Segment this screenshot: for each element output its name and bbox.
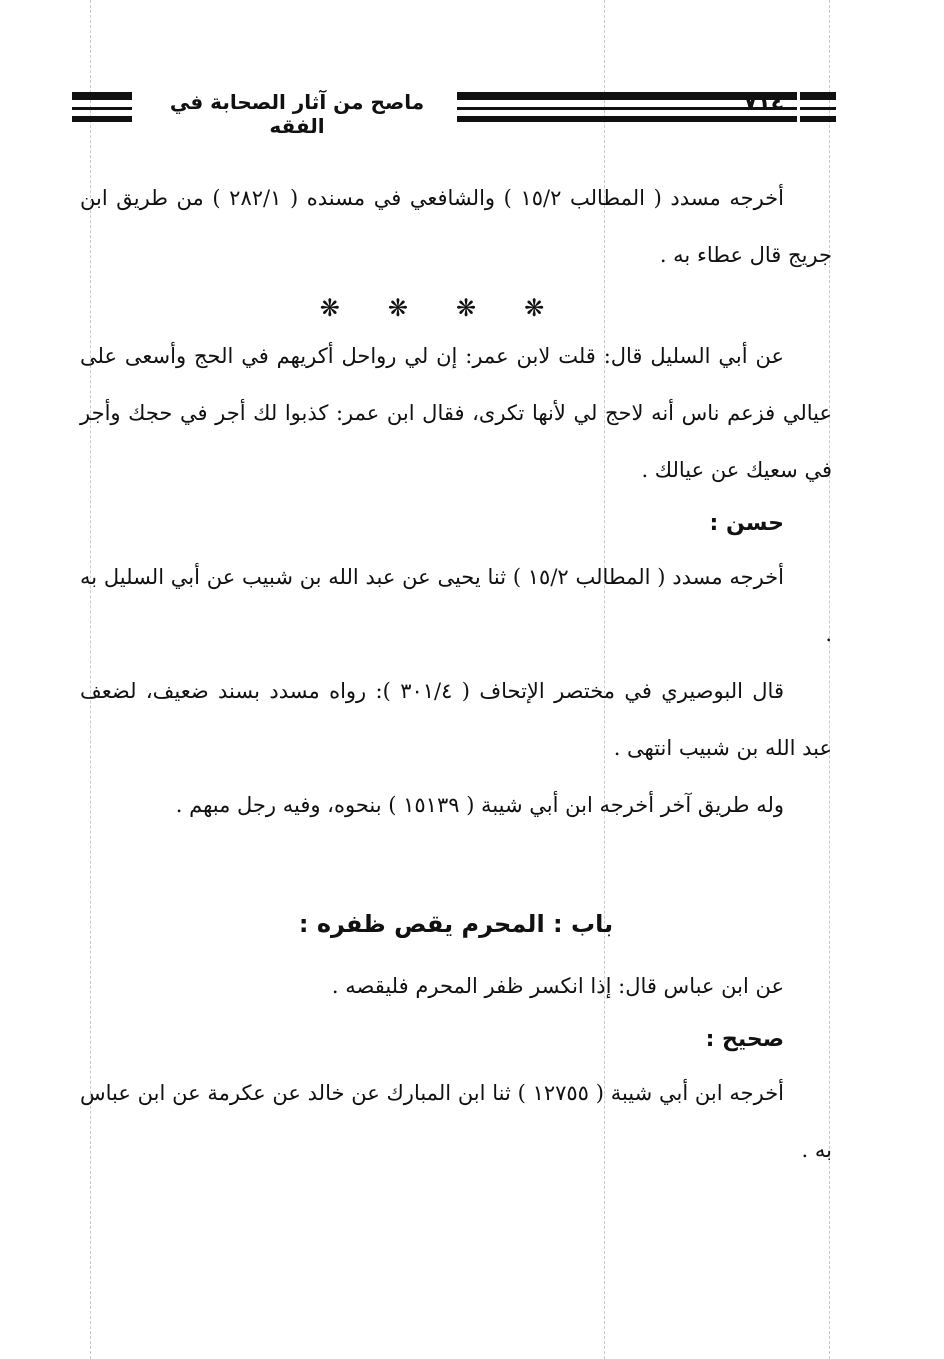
page-number: ٧١٤	[743, 90, 785, 115]
grade-label-sahih: صحيح :	[705, 1027, 784, 1052]
page-header	[72, 86, 834, 138]
paragraph-narration-1: عن أبي السليل قال: قلت لابن عمر: إن لي رواحل أكريهم في الحج وأسعى على عيالي فزعم ناس أنه لاحج لي لأنها تكرى، فقال ابن عمر: كذبوا لك أجر في حجك وأجر في سعيك عن عيالك .	[80, 344, 832, 482]
paragraph-other-route: وله طريق آخر أخرجه ابن أبي شيبة ( ١٥١٣٩ ) بنحوه، وفيه رجل مبهم .	[175, 793, 784, 817]
star-ornament-icon: ❋	[387, 294, 456, 322]
paragraph-source-1: أخرجه مسدد ( المطالب ١٥/٢ ) والشافعي في مسنده ( ٢٨٢/١ ) من طريق ابن جريج قال عطاء به .	[80, 186, 832, 267]
book-title: ماصح من آثار الصحابة في الفقه	[169, 90, 425, 138]
star-ornament-icon: ❋	[524, 294, 593, 322]
paragraph-source-3: أخرجه ابن أبي شيبة ( ١٢٧٥٥ ) ثنا ابن المبارك عن خالد عن عكرمة عن ابن عباس به .	[80, 1081, 832, 1162]
page-body	[80, 170, 832, 1179]
paragraph-narration-2: عن ابن عباس قال: إذا انكسر ظفر المحرم فليقصه .	[331, 974, 784, 998]
paragraph-commentary: قال البوصيري في مختصر الإتحاف ( ٣٠١/٤ ): رواه مسدد بسند ضعيف، لضعف عبد الله بن شبيب انتهى .	[80, 679, 832, 760]
grade-label-hasan: حسن :	[709, 511, 784, 536]
paragraph-source-2: أخرجه مسدد ( المطالب ١٥/٢ ) ثنا يحيى عن عبد الله بن شبيب عن أبي السليل به .	[80, 565, 832, 646]
star-ornament-icon: ❋	[319, 294, 388, 322]
section-divider	[80, 290, 832, 326]
header-rule-left	[72, 92, 132, 122]
header-rule-right	[800, 92, 836, 122]
chapter-heading: باب : المحرم يقص ظفره :	[298, 910, 614, 938]
star-ornament-icon: ❋	[456, 294, 525, 322]
